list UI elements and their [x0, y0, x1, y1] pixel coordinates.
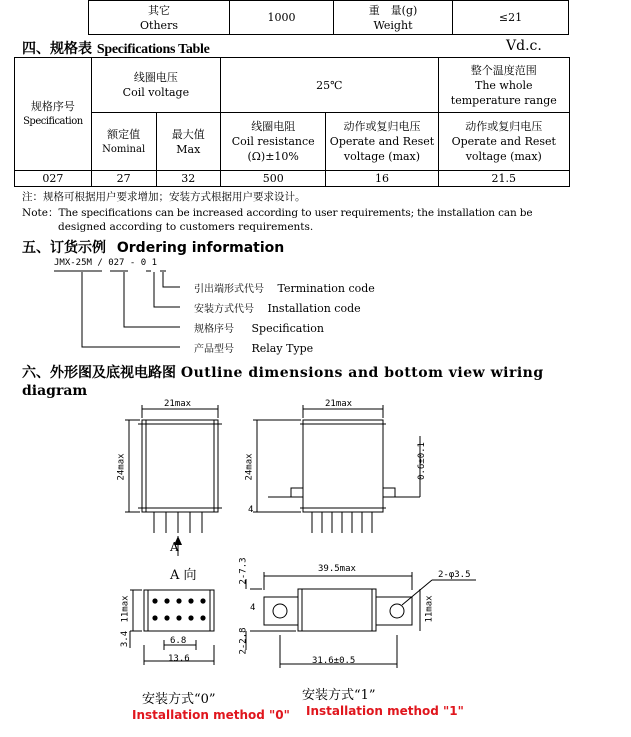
dim-06: 0.6±0.1	[416, 442, 427, 480]
dim-24max: 24max	[116, 453, 127, 481]
section5-title-cn: 五、订货示例	[22, 240, 106, 256]
install0-cn: 安装方式“0”	[142, 692, 216, 707]
spec-header-en: Specification	[23, 116, 83, 127]
nominal-en: Nominal	[102, 143, 146, 155]
section5-title-en: Ordering information	[116, 240, 285, 256]
install1-cn: 安装方式“1”	[302, 688, 376, 703]
dim-68: 6.8	[170, 636, 187, 646]
specification-cn: 规格序号	[194, 324, 234, 335]
front-pins	[154, 512, 202, 533]
code-relay: JMX-25M	[54, 258, 92, 268]
installation-en: Installation code	[267, 302, 361, 315]
dim-34: 3.4	[120, 630, 131, 648]
operate-25-en2: voltage (max)	[343, 150, 421, 163]
code-install: 0	[140, 258, 147, 268]
weight-cn: 重 量(g)	[368, 3, 418, 17]
operate-25-en: Operate and Reset	[329, 135, 435, 148]
max-en: Max	[176, 142, 201, 156]
operate-whole-en2: voltage (max)	[465, 150, 542, 163]
side-pins	[312, 512, 372, 533]
termination-en: Termination code	[277, 282, 375, 295]
weight-en: Weight	[373, 18, 413, 32]
temp-25-header: 25℃	[221, 58, 439, 113]
whole-temp-en: The whole temperature range	[450, 78, 557, 107]
relay-type-cn: 产品型号	[194, 344, 234, 355]
others-value: 1000	[230, 1, 334, 35]
row-op-whole: 21.5	[438, 171, 569, 187]
coil-res-cn: 线圈电阻	[251, 120, 296, 133]
install0-en: Installation method "0"	[132, 708, 290, 722]
code-sep: /	[97, 258, 103, 268]
operate-whole-en: Operate and Reset	[451, 135, 556, 148]
note-en-line2: designed according to customers requirements.	[58, 221, 314, 233]
dim-21max-b: 21max	[325, 399, 353, 409]
code-dash1: -	[129, 258, 136, 268]
bottom-view-pins	[152, 598, 205, 620]
code-spec: 027	[108, 258, 125, 268]
nominal-cn: 额定值	[107, 127, 141, 141]
code-term: 1	[151, 258, 157, 268]
bottom-view-body	[144, 590, 214, 631]
dim-136: 13.6	[168, 654, 190, 664]
termination-cn: 引出端形式代号	[194, 284, 264, 295]
dim-273: 2-7.3	[238, 557, 249, 585]
note-en-line1: The specifications can be increased according to user requirements; the installation can be	[58, 207, 533, 219]
row-max: 32	[156, 171, 221, 187]
section6-title-en2: diagram	[22, 383, 88, 399]
row-op-25: 16	[326, 171, 438, 187]
dim-28: 2-2.8	[238, 627, 249, 655]
unit-label: Vd.c.	[506, 38, 542, 54]
operate-whole-cn: 动作或复归电压	[465, 120, 543, 133]
row-spec: 027	[15, 171, 92, 187]
install1-en: Installation method "1"	[306, 704, 464, 718]
relay-type-en: Relay Type	[251, 342, 314, 355]
dim-4b: 4	[250, 603, 256, 613]
others-en: Others	[140, 18, 178, 32]
section6-title-cn: 六、外形图及底视电路图	[22, 365, 176, 381]
coil-res-en: Coil resistance	[231, 135, 315, 148]
front-view-body	[142, 420, 218, 512]
whole-temp-cn: 整个温度范围	[470, 63, 537, 77]
a-direction-label: A 向	[170, 568, 197, 583]
dim-4: 4	[248, 505, 254, 515]
dim-11max: 11max	[120, 595, 131, 623]
install1-body	[298, 589, 376, 631]
installation-cn: 安装方式代号	[194, 304, 254, 315]
note-en-label: Note：	[22, 207, 59, 219]
others-cn: 其它	[148, 3, 170, 17]
row-resistance: 500	[221, 171, 326, 187]
dim-2phi35: 2-φ3.5	[438, 570, 471, 580]
coil-res-tol: (Ω)±10%	[247, 150, 299, 163]
dim-24max-b: 24max	[244, 453, 255, 481]
note-cn: 注：规格可根据用户要求增加；安装方式根据用户要求设计。	[22, 191, 306, 203]
coil-voltage-en: Coil voltage	[122, 86, 190, 99]
specification-en: Specification	[251, 322, 324, 335]
section4-title-cn: 四、规格表	[22, 41, 92, 57]
max-cn: 最大值	[171, 127, 205, 141]
dim-395: 39.5max	[318, 564, 356, 574]
spec-header-cn: 规格序号	[30, 100, 75, 113]
arrow-a-label: A	[170, 540, 179, 554]
section4-title-en: Specifications Table	[96, 42, 210, 57]
weight-value: ≤21	[453, 1, 569, 35]
dim-316: 31.6±0.5	[312, 656, 356, 666]
dim-21max: 21max	[164, 399, 192, 409]
section6-title-en: Outline dimensions and bottom view wiring	[180, 365, 544, 381]
side-view-body	[303, 420, 383, 512]
row-nominal: 27	[91, 171, 156, 187]
coil-voltage-cn: 线圈电压	[133, 71, 178, 84]
operate-25-cn: 动作或复归电压	[343, 120, 421, 133]
dim-11max-b: 11max	[424, 595, 435, 623]
